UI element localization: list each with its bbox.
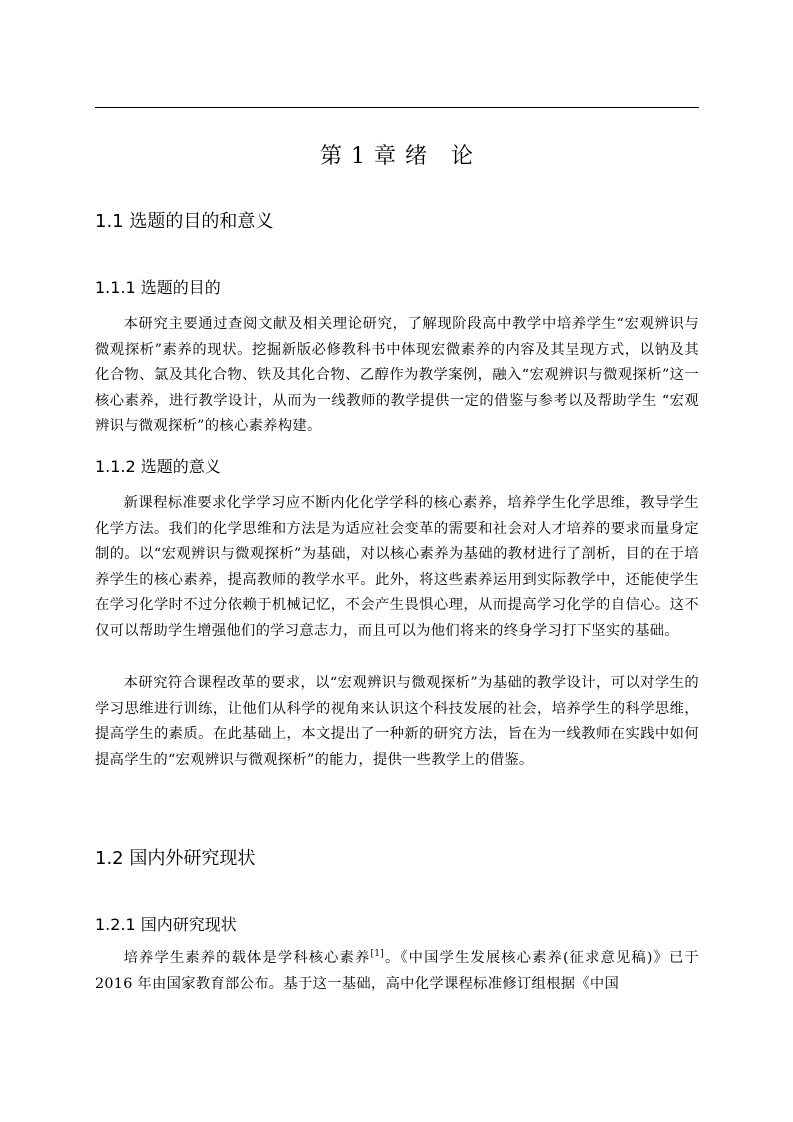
chapter-title: 第 1 章 绪 论 <box>320 144 474 169</box>
paragraph-domestic-text-part2: 。《中国学生发展核心素养(征求意见稿)》已于 2016 年由国家教育部公布。基于这一基础，高中化学课程标准修订组根据《中国 <box>95 950 699 992</box>
paragraph-significance-1: 新课程标准要求化学学习应不断内化化学学科的核心素养，培养学生化学思维，教导学生化学方法。我们的化学思维和方法是为适应社会变革的需要和社会对人才培养的要求而量身定制的。以“宏观辨识与微观探析”为基础，对以核心素养为基础的教材进行了剖析，目的在于培养学生的核心素养，提高教师的教学水平。此外，将这些素养运用到实际教学中，还能使学生在学习化学时不过分依赖于机械记忆，不会产生畏惧心理，从而提高学习化学的自信心。这不仅可以帮助学生增强他们的学习意志力，而且可以为他们将来的终身学习打下坚实的基础。 <box>95 495 699 639</box>
citation-ref-1: [1] <box>370 949 385 960</box>
header-rule <box>95 107 699 108</box>
subsection-heading-1-1-1: 1.1.1 选题的目的 <box>95 278 221 297</box>
paragraph-purpose: 本研究主要通过查阅文献及相关理论研究，了解现阶段高中教学中培养学生“宏观辨识与微观探析”素养的现状。挖掘新版必修教科书中体现宏微素养的内容及其呈现方式，以钠及其化合物、氯及其化合物、铁及其化合物、乙醇作为教学案例，融入“宏观辨识与微观探析”这一核心素养，进行教学设计，从而为一线教师的教学提供一定的借鉴与参考以及帮助学生 “宏观辨识与微观探析”的核心素养构建。 <box>95 316 699 435</box>
section-heading-1-2: 1.2 国内外研究现状 <box>95 848 256 869</box>
subsection-heading-1-2-1: 1.2.1 国内研究现状 <box>95 915 237 934</box>
paragraph-domestic-research <box>95 946 699 997</box>
section-heading-1-1: 1.1 选题的目的和意义 <box>95 211 274 232</box>
paragraph-significance-2: 本研究符合课程改革的要求，以“宏观辨识与微观探析”为基础的教学设计，可以对学生的学习思维进行训练，让他们从科学的视角来认识这个科技发展的社会，培养学生的科学思维，提高学生的素质。在此基础上，本文提出了一种新的研究方法，旨在为一线教师在实践中如何提高学生的“宏观辨识与微观探析”的能力，提供一些教学上的借鉴。 <box>95 675 699 768</box>
paragraph-domestic-text-part1: 培养学生素养的载体是学科核心素养 <box>123 950 371 966</box>
subsection-heading-1-1-2: 1.1.2 选题的意义 <box>95 457 221 476</box>
